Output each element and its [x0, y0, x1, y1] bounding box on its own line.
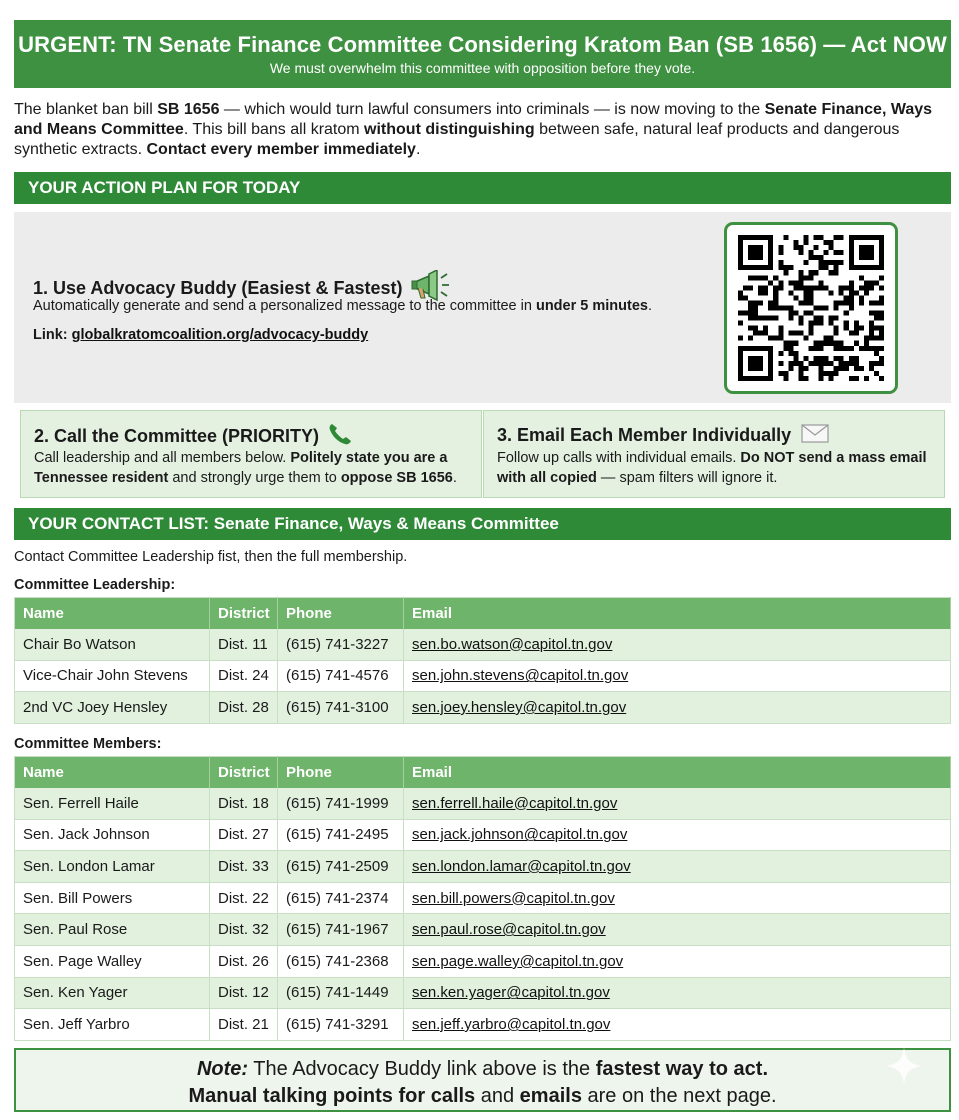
banner-title: URGENT: TN Senate Finance Committee Considering Kratom Ban (SB 1656) — Act NOW — [18, 32, 947, 57]
members-label: Committee Members: — [14, 736, 162, 752]
cell-email — [404, 882, 951, 914]
col-header-district: District — [210, 598, 278, 629]
step-3-title: 3. Email Each Member Individually — [497, 422, 830, 446]
contact-instruction: Contact Committee Leadership fist, then the full membership. — [14, 549, 408, 565]
step-2-title: 2. Call the Committee (PRIORITY) — [34, 422, 353, 447]
email-link[interactable]: sen.page.walley@capitol.tn.gov — [412, 952, 624, 970]
cell-district: Dist. 21 — [210, 1009, 278, 1041]
email-link[interactable]: sen.bo.watson@capitol.tn.gov — [412, 635, 613, 653]
cell-phone: (615) 741-3100 — [278, 692, 404, 724]
footer-note — [14, 1048, 951, 1112]
cell-district: Dist. 27 — [210, 819, 278, 851]
cell-district: Dist. 22 — [210, 882, 278, 914]
email-link[interactable]: sen.paul.rose@capitol.tn.gov — [412, 921, 606, 939]
cell-district: Dist. 26 — [210, 945, 278, 977]
cell-phone: (615) 741-3291 — [278, 1009, 404, 1041]
email-link[interactable]: sen.jeff.yarbro@capitol.tn.gov — [412, 1015, 611, 1033]
cell-phone: (615) 741-1449 — [278, 977, 404, 1009]
cell-district: Dist. 18 — [210, 788, 278, 820]
cell-email — [404, 977, 951, 1009]
qr-code[interactable] — [724, 222, 898, 394]
action-plan-heading: YOUR ACTION PLAN FOR TODAY — [14, 172, 951, 204]
cell-name: Sen. Ferrell Haile — [15, 788, 210, 820]
cell-email — [404, 692, 951, 724]
table-row — [15, 819, 951, 851]
step-3-email-members — [483, 410, 945, 498]
cell-phone: (615) 741-2495 — [278, 819, 404, 851]
urgent-banner — [14, 20, 951, 88]
step-1-title: 1. Use Advocacy Buddy (Easiest & Fastest) — [33, 270, 451, 302]
col-header-email: Email — [404, 757, 951, 788]
table-row — [15, 882, 951, 914]
cell-name: Sen. Jack Johnson — [15, 819, 210, 851]
cell-email — [404, 629, 951, 661]
table-row — [15, 914, 951, 946]
cell-name: 2nd VC Joey Hensley — [15, 692, 210, 724]
leadership-table — [14, 597, 951, 724]
cell-name: Sen. Paul Rose — [15, 914, 210, 946]
cell-phone: (615) 741-2368 — [278, 945, 404, 977]
advocacy-buddy-link[interactable]: globalkratomcoalition.org/advocacy-buddy — [71, 327, 369, 343]
table-row — [15, 788, 951, 820]
step-3-description: Follow up calls with individual emails. Do NOT send a mass email with all copied — spam filters will ignore it. — [497, 450, 927, 486]
col-header-name: Name — [15, 757, 210, 788]
cell-phone: (615) 741-3227 — [278, 629, 404, 661]
cell-email — [404, 1009, 951, 1041]
step-1-link-line: Link: globalkratomcoalition.org/advocacy-buddy — [33, 327, 369, 343]
members-table — [14, 756, 951, 1041]
note-line-1: Note: The Advocacy Buddy link above is the fastest way to act. — [196, 1058, 769, 1080]
email-link[interactable]: sen.london.lamar@capitol.tn.gov — [412, 857, 631, 875]
cell-email — [404, 851, 951, 883]
note-line-2: Manual talking points for calls and emails are on the next page. — [188, 1085, 777, 1107]
cell-district: Dist. 32 — [210, 914, 278, 946]
step-2-description: Call leadership and all members below. Politely state you are a Tennessee resident and strongly urge them to oppose SB 1656. — [34, 450, 457, 486]
email-link[interactable]: sen.joey.hensley@capitol.tn.gov — [412, 698, 627, 716]
email-link[interactable]: sen.ferrell.haile@capitol.tn.gov — [412, 794, 618, 812]
cell-district: Dist. 11 — [210, 629, 278, 661]
table-header-row — [15, 757, 951, 788]
table-row — [15, 851, 951, 883]
cell-district: Dist. 12 — [210, 977, 278, 1009]
cell-name: Sen. Page Walley — [15, 945, 210, 977]
col-header-district: District — [210, 757, 278, 788]
cell-email — [404, 945, 951, 977]
envelope-icon — [800, 422, 830, 444]
table-row — [15, 945, 951, 977]
cell-district: Dist. 28 — [210, 692, 278, 724]
cell-phone: (615) 741-4576 — [278, 660, 404, 692]
leadership-label: Committee Leadership: — [14, 577, 176, 593]
cell-district: Dist. 24 — [210, 660, 278, 692]
cell-email — [404, 819, 951, 851]
table-row — [15, 977, 951, 1009]
cell-email — [404, 660, 951, 692]
banner-subtitle: We must overwhelm this committee with opposition before they vote. — [269, 60, 696, 76]
col-header-name: Name — [15, 598, 210, 629]
cell-email — [404, 788, 951, 820]
table-row — [15, 1009, 951, 1041]
cell-email — [404, 914, 951, 946]
col-header-phone: Phone — [278, 598, 404, 629]
sparkle-icon — [884, 1046, 924, 1086]
cell-name: Sen. London Lamar — [15, 851, 210, 883]
contact-list-heading: YOUR CONTACT LIST: Senate Finance, Ways & Means Committee — [14, 508, 951, 540]
table-row — [15, 660, 951, 692]
email-link[interactable]: sen.john.stevens@capitol.tn.gov — [412, 667, 629, 685]
cell-phone: (615) 741-2509 — [278, 851, 404, 883]
intro-paragraph: The blanket ban bill SB 1656 — which would turn lawful consumers into criminals — is now moving to the Senate Finance, Ways and Means Committee. This bill bans all kratom without distinguishing between safe, natural leaf products and dangerous synthetic extracts. Contact every member immediately. — [14, 101, 933, 158]
step-1-description: Automatically generate and send a personalized message to the committee in under 5 minutes. — [33, 298, 652, 314]
table-row — [15, 629, 951, 661]
cell-phone: (615) 741-2374 — [278, 882, 404, 914]
col-header-email: Email — [404, 598, 951, 629]
cell-name: Sen. Ken Yager — [15, 977, 210, 1009]
email-link[interactable]: sen.ken.yager@capitol.tn.gov — [412, 984, 610, 1002]
cell-name: Sen. Jeff Yarbro — [15, 1009, 210, 1041]
email-link[interactable]: sen.bill.powers@capitol.tn.gov — [412, 889, 615, 907]
col-header-phone: Phone — [278, 757, 404, 788]
cell-phone: (615) 741-1967 — [278, 914, 404, 946]
email-link[interactable]: sen.jack.johnson@capitol.tn.gov — [412, 826, 628, 844]
cell-phone: (615) 741-1999 — [278, 788, 404, 820]
cell-name: Chair Bo Watson — [15, 629, 210, 661]
table-header-row — [15, 598, 951, 629]
step-1-advocacy-buddy — [14, 212, 951, 403]
table-row — [15, 692, 951, 724]
cell-name: Sen. Bill Powers — [15, 882, 210, 914]
step-2-call-committee — [20, 410, 482, 498]
cell-name: Vice-Chair John Stevens — [15, 660, 210, 692]
qr-code-image — [738, 235, 884, 381]
phone-icon — [327, 422, 353, 446]
cell-district: Dist. 33 — [210, 851, 278, 883]
